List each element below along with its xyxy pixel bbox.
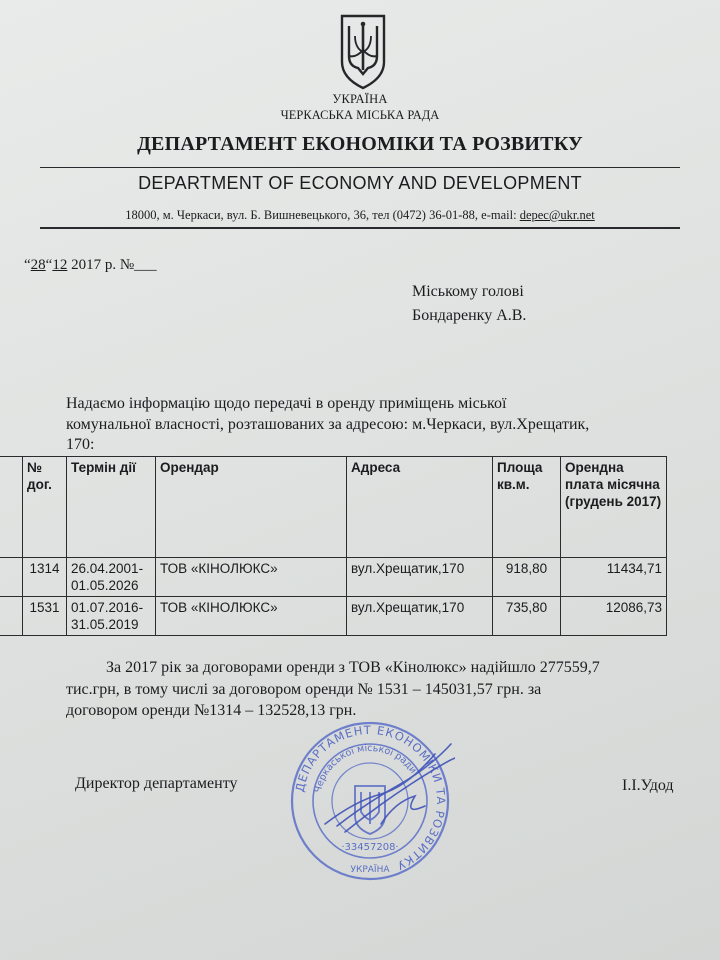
header-term: Термін дії: [67, 457, 156, 558]
row-contract-no: 1314: [23, 558, 67, 597]
council-name: ЧЕРКАСЬКА МІСЬКА РАДА: [280, 108, 440, 122]
intro-line-2-text: комунальної власності, розташованих за адресою: м.Черкаси, вул.Хрещатик,: [66, 416, 590, 433]
header-area: Площа кв.м.: [493, 457, 561, 558]
row-tenant: ТОВ «КІНОЛЮКС»: [156, 558, 347, 597]
email-link[interactable]: depec@ukr.net: [519, 208, 595, 222]
row-contract-no: 1531: [23, 597, 67, 636]
summary-line-3: договором оренди №1314 – 132528,13 грн.: [66, 702, 357, 719]
intro-line-1-text: Надаємо інформацію щодо передачі в оренду приміщень міської: [66, 395, 507, 412]
date-open-quote: “: [24, 257, 31, 273]
letter-date: [24, 257, 157, 274]
row-tenant: ТОВ «КІНОЛЮКС»: [156, 597, 347, 636]
row-rent: 12086,73: [561, 597, 667, 636]
summary-line-2: [66, 680, 698, 700]
lease-table: [0, 456, 667, 636]
header-address: Адреса: [347, 457, 493, 558]
date-close-quote: “: [45, 257, 53, 273]
official-stamp: [285, 706, 455, 886]
date-year: 2017 р. №: [67, 257, 135, 273]
stamp-bottom: УКРАЇНА: [350, 865, 390, 875]
header-bottom-rule: [40, 227, 680, 229]
intro-line-3: 170:: [66, 436, 95, 453]
stamp-outer-text: ДЕПАРТАМЕНТ ЕКОНОМІКИ ТА РОЗВИТКУ: [292, 722, 449, 874]
row-term-start: 01.07.2016-: [71, 600, 144, 615]
intro-line-1: [66, 394, 698, 414]
department-title-ua: ДЕПАРТАМЕНТ ЕКОНОМІКИ ТА РОЗВИТКУ: [137, 133, 583, 155]
row-index: [0, 558, 23, 597]
header-divider: [40, 167, 680, 168]
row-area: 918,80: [493, 558, 561, 597]
header-index: [0, 457, 23, 558]
date-day: 28: [30, 257, 46, 273]
table-row: [0, 597, 667, 636]
date-number-blank: ___: [134, 257, 157, 273]
row-address: вул.Хрещатик,170: [347, 597, 493, 636]
addressee-title: Міському голові: [412, 283, 524, 300]
row-address: вул.Хрещатик,170: [347, 558, 493, 597]
summary-line-1: [106, 658, 692, 678]
table-header-row: [0, 457, 667, 558]
row-term: [67, 597, 156, 636]
header-tenant: Орендар: [156, 457, 347, 558]
row-rent: 11434,71: [561, 558, 667, 597]
summary-line-2-text: тис.грн, в тому числі за договором оренди № 1531 – 145031,57 грн. за: [66, 681, 542, 698]
row-term-start: 26.04.2001-: [71, 561, 144, 576]
contacts-address: 18000, м. Черкаси, вул. Б. Вишневецького, 36, тел (0472) 36-01-88, e-mail:: [125, 208, 520, 222]
signatory-name: І.І.Удод: [622, 777, 674, 794]
row-term-end: 01.05.2026: [71, 578, 139, 593]
coat-of-arms-icon: [336, 12, 390, 92]
stamp-code: ·33457208·: [341, 842, 399, 853]
summary-line-1-text: За 2017 рік за договорами оренди з ТОВ «Кінолюкс» надійшло 277559,7: [106, 659, 600, 676]
row-index: [0, 597, 23, 636]
row-area: 735,80: [493, 597, 561, 636]
signatory-title: Директор департаменту: [75, 775, 238, 792]
table-row: [0, 558, 667, 597]
addressee-name: Бондаренку А.В.: [412, 307, 527, 324]
header-rent: Орендна плата місячна (грудень 2017): [561, 457, 667, 558]
country-name: УКРАЇНА: [332, 92, 388, 106]
row-term-end: 31.05.2019: [71, 617, 139, 632]
header-contract-no: № дог.: [23, 457, 67, 558]
date-month: 12: [52, 257, 68, 273]
department-title-en: DEPARTMENT OF ECONOMY AND DEVELOPMENT: [138, 173, 582, 193]
stamp-inner-text: Черкаської міської ради: [312, 742, 419, 794]
intro-line-2: [66, 415, 698, 435]
contacts-line: [0, 208, 720, 223]
row-term: [67, 558, 156, 597]
